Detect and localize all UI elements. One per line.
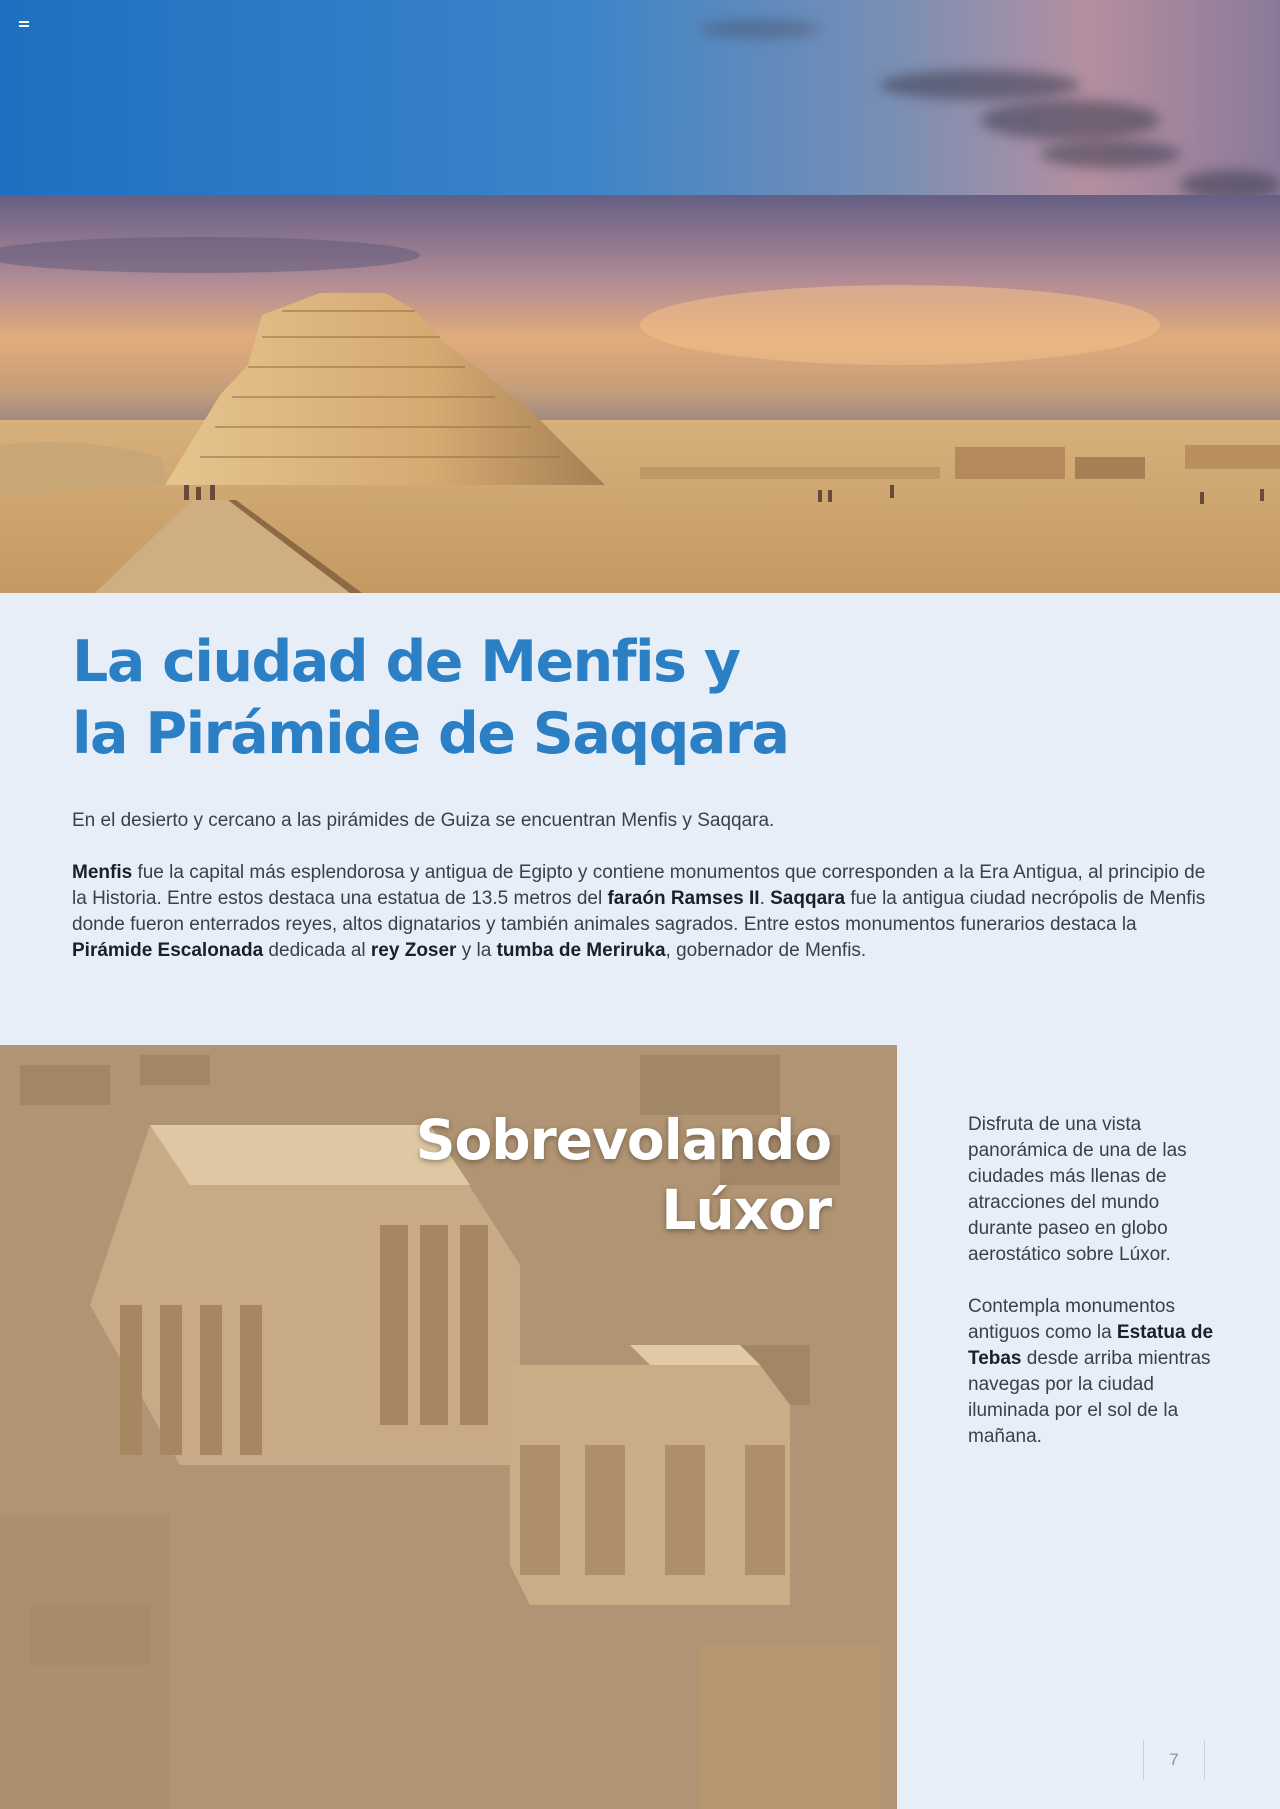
text-segment-4: dedicada al xyxy=(263,940,371,961)
title-line-2: la Pirámide de Saqqara xyxy=(72,701,789,767)
step-pyramid-illustration xyxy=(0,195,1280,593)
bold-tumba-meriruka: tumba de Meriruka xyxy=(496,940,666,961)
page-number: 7 xyxy=(1169,1750,1179,1769)
bold-saqqara: Saqqara xyxy=(770,888,846,909)
bold-piramide-escalonada: Pirámide Escalonada xyxy=(72,940,264,961)
bold-ramses: faraón Ramses II xyxy=(607,888,760,909)
text-segment-3: fue la antigua ciudad necrópolis de Menfis donde fueron enterrados reyes, altos dignatarios y también animales sagrados. Entre estos monumentos funerarios destaca la xyxy=(72,888,1206,935)
step-pyramid-photo xyxy=(0,195,1280,593)
bold-menfis: Menfis xyxy=(72,862,133,883)
section-title-memphis xyxy=(72,626,788,770)
bold-rey-zoser: rey Zoser xyxy=(370,940,457,961)
luxor-paragraph-1: Disfruta de una vista panorámica de una de las ciudades más llenas de atracciones del mundo durante paseo en globo aerostático sobre Lúxor. xyxy=(968,1114,1187,1265)
text-segment-5: y la xyxy=(456,940,497,961)
title-line-1: La ciudad de Menfis y xyxy=(72,629,740,695)
text-segment-1: fue la capital más esplendorosa y antigua de Egipto y contiene monumentos que corresponden a la Era Antigua, al principio de la Historia. Entre estos destaca una estatua de 13.5 metros del xyxy=(72,862,1206,909)
memphis-body-paragraph xyxy=(72,860,1222,964)
luxor-text-a: Contempla monumentos antiguos como la xyxy=(968,1296,1175,1343)
luxor-title-line-2: Lúxor xyxy=(661,1178,831,1242)
text-segment-6: , gobernador de Menfis. xyxy=(665,940,867,961)
luxor-title-line-1: Sobrevolando xyxy=(415,1108,831,1172)
menu-icon[interactable] xyxy=(19,21,29,29)
sky-banner xyxy=(0,0,1280,195)
luxor-description xyxy=(968,1112,1218,1476)
section-title-luxor xyxy=(331,1105,831,1245)
intro-paragraph: En el desierto y cercano a las pirámides de Guiza se encuentran Menfis y Saqqara. xyxy=(72,810,775,831)
page-number-box xyxy=(1143,1740,1205,1780)
bold-estatua-tebas: Estatua de Tebas xyxy=(968,1322,1214,1369)
luxor-paragraph-2 xyxy=(968,1294,1218,1450)
text-segment-2: . xyxy=(759,888,771,909)
luxor-text-b: desde arriba mientras navegas por la ciudad iluminada por el sol de la mañana. xyxy=(968,1348,1211,1447)
